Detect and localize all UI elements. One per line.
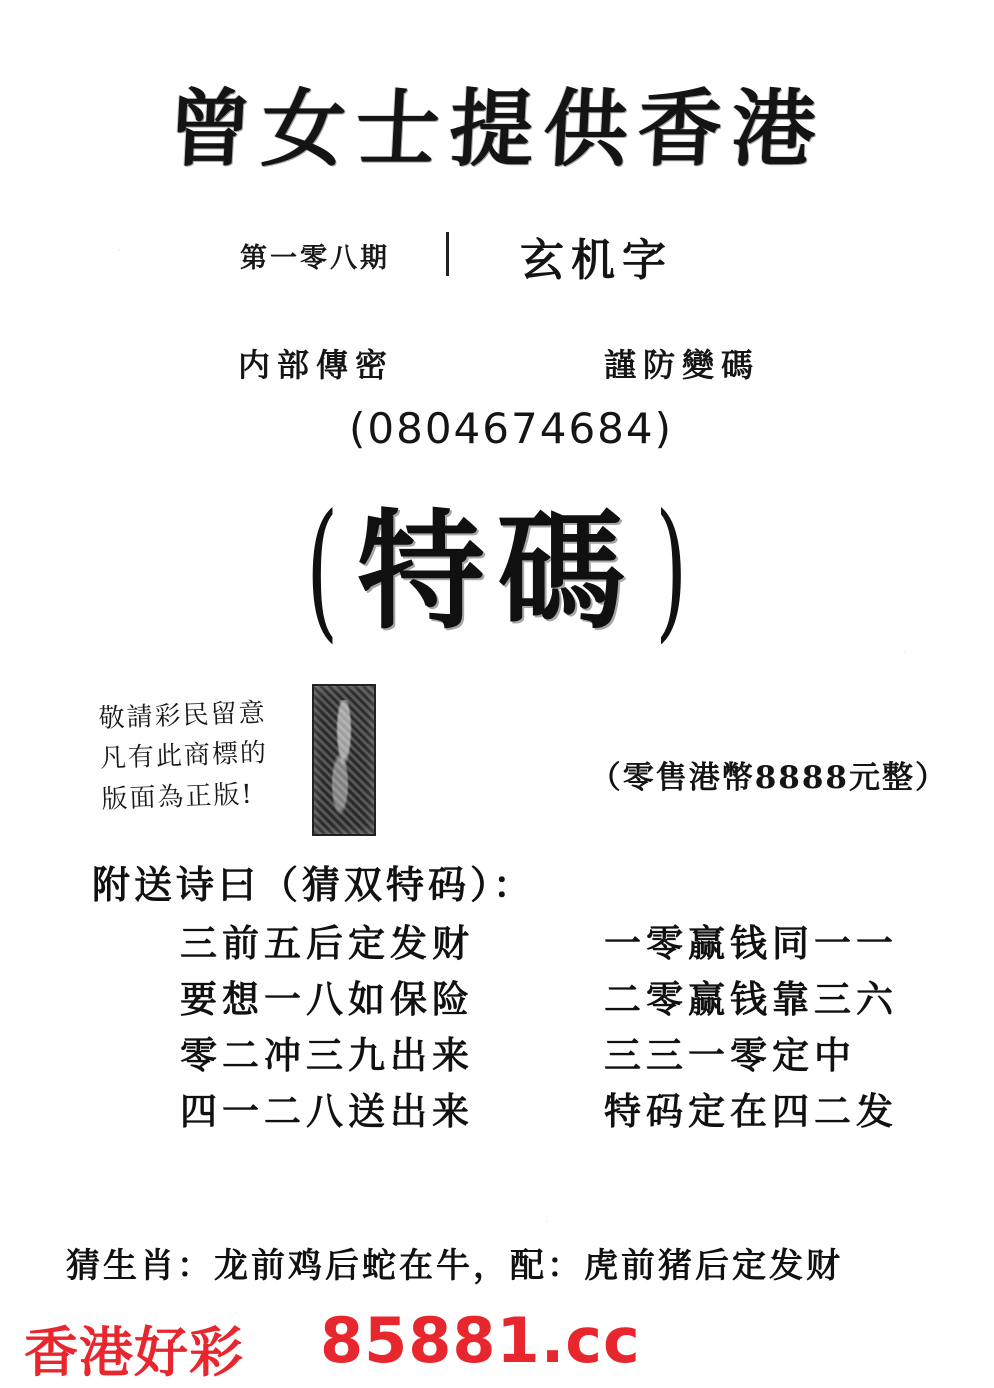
trademark-note-line-3: 版面為正版! [100, 779, 255, 815]
poem-right-4: 特码定在四二发 [604, 1089, 898, 1133]
trademark-note-line-1: 敬請彩民留意 [98, 698, 268, 734]
notice-row [0, 340, 994, 390]
feature-label: 特碼 [356, 497, 637, 647]
poem-row [0, 968, 994, 1024]
poem-left-1: 三前五后定发财 [180, 921, 474, 965]
section-title: 玄机字 [520, 235, 673, 286]
paren-open: ( [306, 483, 339, 657]
issue-row [0, 232, 994, 292]
code-number: (0804674684) [349, 404, 673, 453]
paren-close: ) [655, 483, 688, 657]
poem-left-3: 零二冲三九出来 [180, 1033, 474, 1077]
poem-grid [0, 912, 994, 1136]
vertical-divider [446, 232, 449, 276]
poem-heading: 附送诗曰（猜双特码）： [92, 862, 536, 907]
notice-left: 内部傳密 [238, 346, 395, 384]
poem-row [0, 1080, 994, 1136]
trademark-note [98, 693, 270, 820]
poem-left-4: 四一二八送出来 [180, 1089, 474, 1133]
footer-watermark [0, 1304, 994, 1384]
footer-site: 85881.cc [320, 1304, 641, 1377]
poem-right-3: 三三一零定中 [604, 1033, 856, 1077]
poem-right-1: 一零赢钱同一一 [604, 921, 898, 965]
notice-right: 謹防變碼 [604, 346, 761, 384]
feature-heading [0, 483, 994, 672]
poem-row [0, 1024, 994, 1080]
poem-right-2: 二零赢钱靠三六 [604, 977, 898, 1021]
zodiac-line: 猜生肖：龙前鸡后蛇在牛，配：虎前猪后定发财 [66, 1246, 843, 1286]
dragon-trademark-stamp-icon [312, 684, 376, 836]
footer-brand: 香港好彩 [24, 1321, 244, 1384]
page-title: 曾女士提供香港 [165, 79, 829, 178]
price-label: （零售港幣8888元整） [589, 760, 948, 796]
poem-left-2: 要想一八如保险 [180, 977, 474, 1021]
poem-row [0, 912, 994, 968]
trademark-note-line-2: 凡有此商標的 [99, 738, 269, 775]
issue-number: 第一零八期 [240, 243, 390, 274]
